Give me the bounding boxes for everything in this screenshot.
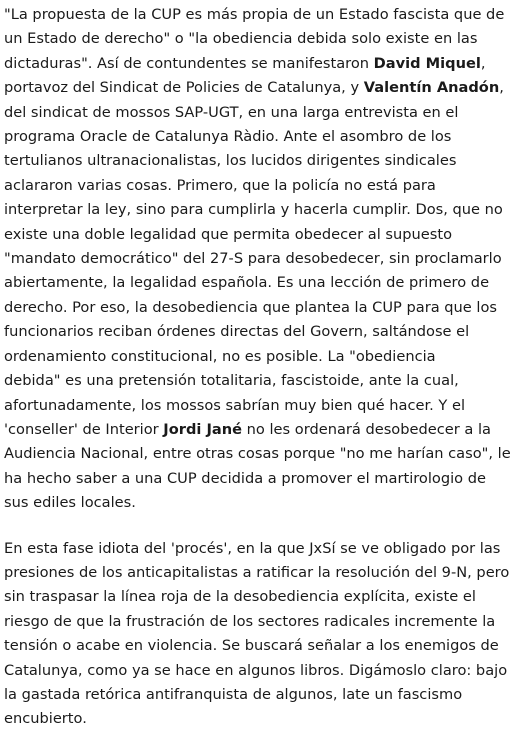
text-line xyxy=(4,52,497,76)
text-run: aclararon varias cosas. Primero, que la policía no está para xyxy=(4,176,436,194)
text-run: "La propuesta de la CUP es más propia de un Estado fascista que de xyxy=(4,6,505,23)
paragraph xyxy=(4,537,510,732)
text-run: encubierto. xyxy=(4,710,87,728)
text-run: sus ediles locales. xyxy=(4,494,136,512)
text-run: sin traspasar la línea roja de la desobediencia explícita, existe el xyxy=(4,588,476,606)
article-body xyxy=(4,3,511,732)
text-line xyxy=(4,296,497,320)
text-line xyxy=(4,610,497,634)
text-run: un Estado de derecho" o "la obediencia debida solo existe en las xyxy=(4,30,478,48)
person-name: David Miquel xyxy=(373,54,481,72)
text-line xyxy=(4,491,497,515)
text-line xyxy=(4,198,503,222)
text-line xyxy=(4,442,511,466)
text-run: riesgo de que la frustración de los sectores radicales incremente la xyxy=(4,612,496,630)
text-line xyxy=(4,101,497,125)
text-run: interpretar la ley, sino para cumplirla y hacerla cumplir. Dos, que no xyxy=(4,201,503,219)
text-line xyxy=(4,247,502,271)
text-line xyxy=(4,537,501,561)
text-line xyxy=(4,707,497,731)
text-run: En esta fase idiota del 'procés', en la que JxSí se ve obligado por las xyxy=(4,539,501,557)
text-run: , xyxy=(499,79,504,97)
text-line xyxy=(4,27,497,51)
text-run: presiones de los anticapitalistas a ratificar la resolución del 9-N, pero xyxy=(4,563,510,581)
text-line xyxy=(4,659,508,683)
text-run: la gastada retórica antifranquista de algunos, late un fascismo xyxy=(4,685,463,703)
text-line xyxy=(4,683,497,707)
text-run: ordenamiento constitucional, no es posible. La "obediencia xyxy=(4,347,436,365)
text-run: , xyxy=(480,54,486,72)
text-line xyxy=(4,320,497,344)
text-run: tensión o acabe en violencia. Se buscará señalar a los enemigos de xyxy=(4,637,499,655)
text-line xyxy=(4,125,497,149)
text-run: existe una doble legalidad que permita obedecer al supuesto xyxy=(4,225,453,243)
person-name: Valentín Anadón xyxy=(363,79,500,97)
text-run: dictaduras". Así de contundentes se manifestaron xyxy=(4,54,374,72)
paragraph xyxy=(4,3,511,516)
text-run: debida" es una pretensión totalitaria, fascistoide, ante la cual, xyxy=(4,372,459,390)
text-run: Audiencia Nacional, entre otras cosas porque "no me harían caso", le xyxy=(4,445,511,463)
text-run: ha hecho saber a una CUP decidida a promover el martirologio de xyxy=(4,469,486,487)
text-line xyxy=(4,271,497,295)
text-line xyxy=(4,223,497,247)
text-line xyxy=(4,585,497,609)
text-run: funcionarios reciban órdenes directas del Govern, saltándose el xyxy=(4,323,470,341)
text-run: derecho. Por eso, la desobediencia que plantea la CUP para que los xyxy=(4,298,497,316)
text-line xyxy=(4,174,497,198)
text-line xyxy=(4,394,497,418)
text-run: abiertamente, la legalidad española. Es una lección de primero de xyxy=(4,274,490,292)
text-run: no les ordenará desobedecer a la xyxy=(242,420,491,438)
text-line xyxy=(4,561,510,585)
text-line xyxy=(4,634,497,658)
text-run: portavoz del Sindicat de Policies de Catalunya, y xyxy=(4,79,364,97)
text-run: 'conseller' de Interior xyxy=(4,420,164,438)
text-line xyxy=(4,149,497,173)
text-line xyxy=(4,3,505,27)
text-run: afortunadamente, los mossos sabrían muy bien qué hacer. Y el xyxy=(4,396,466,414)
text-line xyxy=(4,369,497,393)
text-line xyxy=(4,345,497,369)
text-line xyxy=(4,467,497,491)
text-line xyxy=(4,418,497,442)
text-run: programa Oracle de Catalunya Ràdio. Ante el asombro de los xyxy=(4,128,452,146)
paragraph-spacer xyxy=(4,516,497,537)
text-run: tertulianos ultranacionalistas, los lucidos dirigentes sindicales xyxy=(4,152,457,170)
text-line xyxy=(4,76,504,100)
text-run: "mandato democrático" del 27-S para desobedecer, sin proclamarlo xyxy=(4,250,502,268)
person-name: Jordi Jané xyxy=(163,420,243,438)
text-run: Catalunya, como ya se hace en algunos libros. Digámoslo claro: bajo xyxy=(4,661,508,679)
text-run: del sindicat de mossos SAP-UGT, en una larga entrevista en el xyxy=(4,103,459,121)
